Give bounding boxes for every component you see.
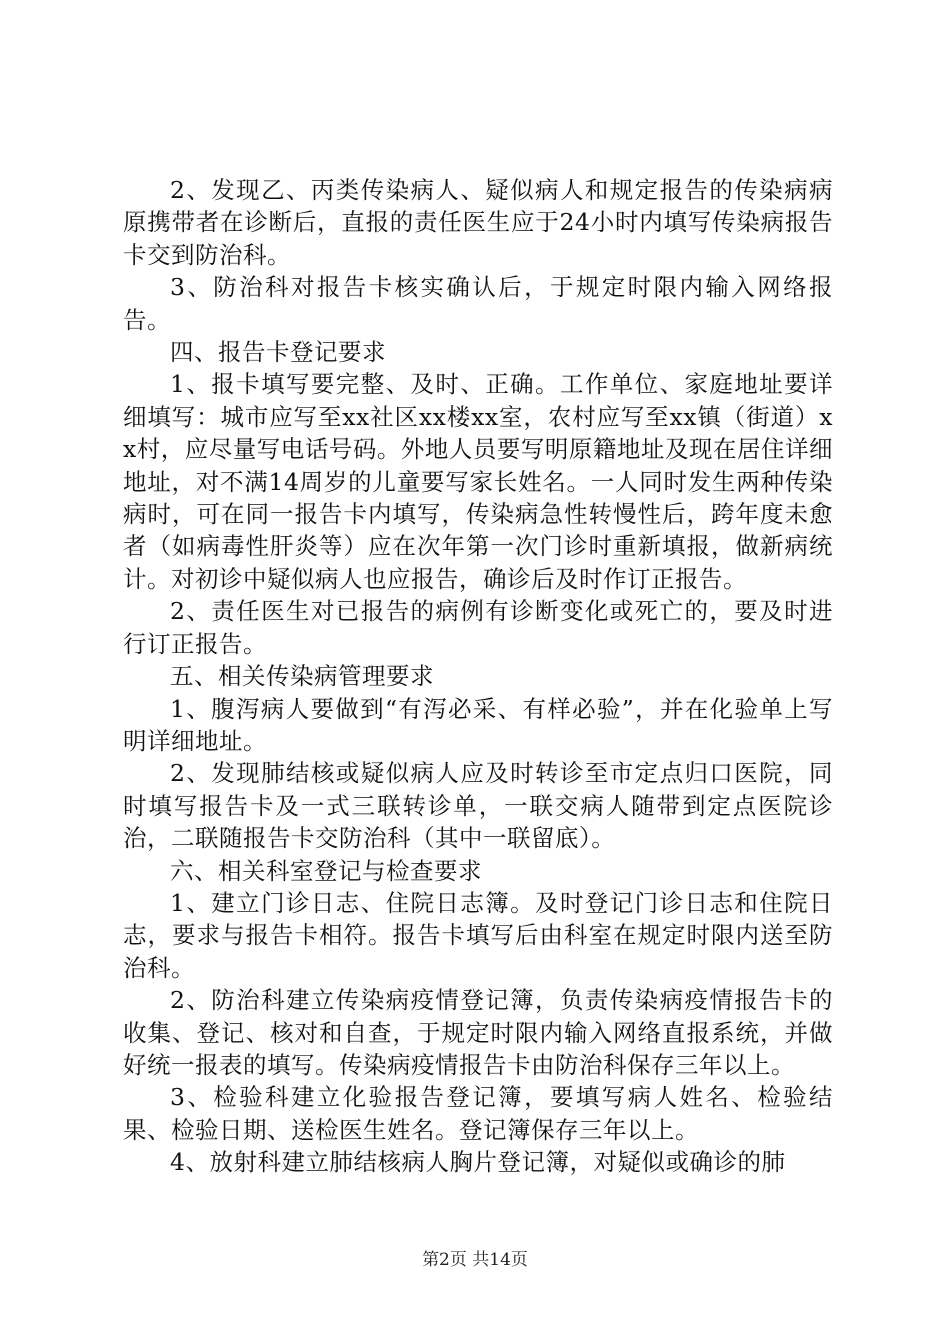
paragraph-outpatient-log: 1、建立门诊日志、住院日志簿。及时登记门诊日志和住院日志，要求与报告卡相符。报告卡填写后由科室在规定时限内送至防治科。 xyxy=(123,888,833,982)
paragraph-tuberculosis: 2、发现肺结核或疑似病人应及时转诊至市定点归口医院，同时填写报告卡及一式三联转诊单，一联交病人随带到定点医院诊治，二联随报告卡交防治科（其中一联留底）。 xyxy=(123,759,833,853)
section-heading-5: 五、相关传染病管理要求 xyxy=(170,662,434,691)
paragraph-epidemic-register: 2、防治科建立传染病疫情登记簿，负责传染病疫情报告卡的收集、登记、核对和自查，于规定时限内输入网络直报系统，并做好统一报表的填写。传染病疫情报告卡由防治科保存三年以上。 xyxy=(123,986,833,1079)
paragraph-lab-register: 3、检验科建立化验报告登记簿，要填写病人姓名、检验结果、检验日期、送检医生姓名。登记簿保存三年以上。 xyxy=(123,1083,833,1144)
paragraph-verify-report: 3、防治科对报告卡核实确认后，于规定时限内输入网络报告。 xyxy=(123,273,833,334)
paragraph-report-class-b-c: 2、发现乙、丙类传染病人、疑似病人和规定报告的传染病病原携带者在诊断后，直报的责任医生应于24小时内填写传染病报告卡交到防治科。 xyxy=(123,176,833,269)
paragraph-card-filling: 1、报卡填写要完整、及时、正确。工作单位、家庭地址要详细填写：城市应写至xx社区xx楼xx室，农村应写至xx镇（街道）xx村，应尽量写电话号码。外地人员要写明原籍地址及现在居住详细地址，对不满14周岁的儿童要写家长姓名。一人同时发生两种传染病时，可在同一报告卡内填写，传染病急性转慢性后，跨年度未愈者（如病毒性肝炎等）应在次年第一次门诊时重新填报，做新病统计。对初诊中疑似病人也应报告，确诊后及时作订正报告。 xyxy=(123,370,833,593)
document-body xyxy=(123,174,833,1179)
paragraph-correction-report: 2、责任医生对已报告的病例有诊断变化或死亡的，要及时进行订正报告。 xyxy=(123,597,833,658)
paragraph-radiology-register: 4、放射科建立肺结核病人胸片登记簿，对疑似或确诊的肺 xyxy=(170,1148,786,1177)
paragraph-diarrhea: 1、腹泻病人要做到“有泻必采、有样必验”，并在化验单上写明详细地址。 xyxy=(123,694,833,755)
section-heading-6: 六、相关科室登记与检查要求 xyxy=(170,856,482,885)
section-heading-4: 四、报告卡登记要求 xyxy=(170,338,386,367)
page-number-footer: 第2页 共14页 xyxy=(422,1250,528,1270)
